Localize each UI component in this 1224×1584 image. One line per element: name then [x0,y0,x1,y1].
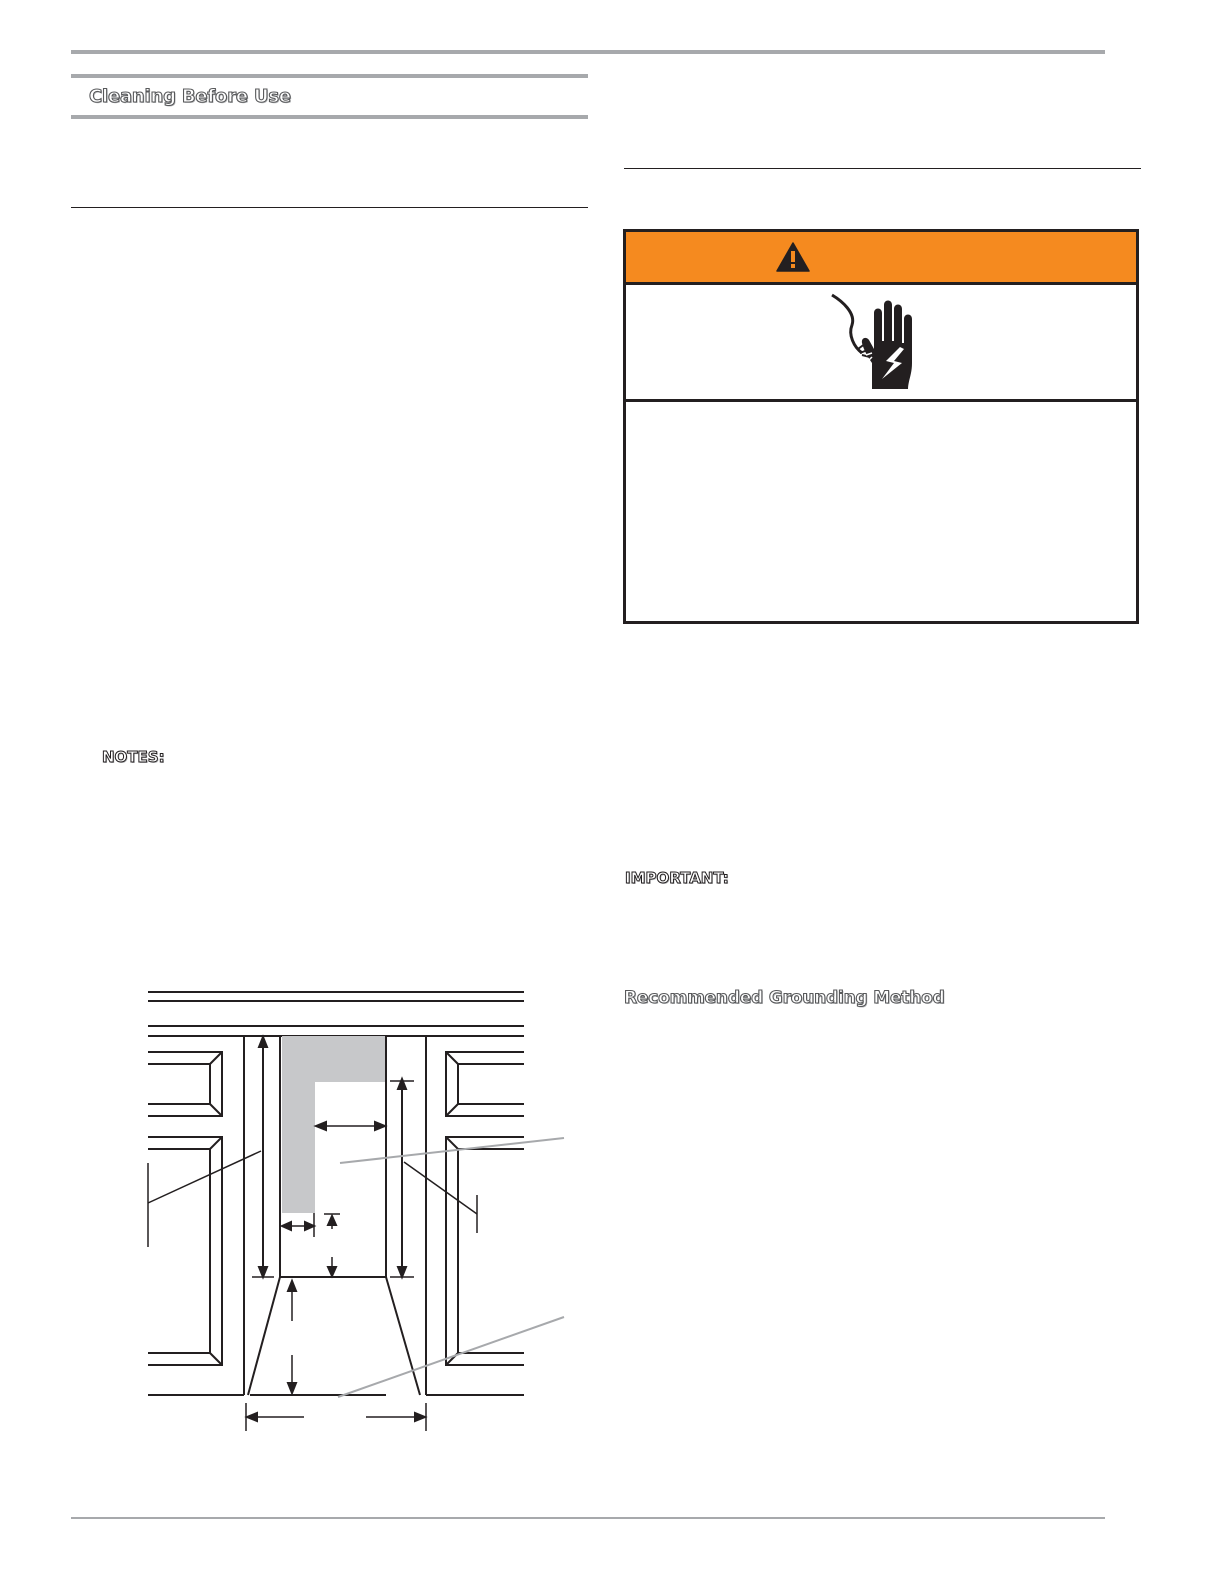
section-heading-bottom-rule [71,115,588,119]
warning-header [626,232,1136,285]
page-top-rule [71,50,1105,54]
cabinet-opening-diagram [140,985,580,1435]
page-bottom-rule [71,1517,1105,1519]
warning-box [623,229,1139,624]
important-label: IMPORTANT: [625,869,729,887]
left-column-divider [71,207,588,208]
section-heading: Cleaning Before Use [89,86,291,107]
section-heading-top-rule [71,74,588,78]
warning-icon-row [626,285,1136,402]
right-column-divider [624,168,1141,169]
shaded-area [282,1036,385,1213]
electrical-shock-hand-icon [828,291,922,393]
notes-label: NOTES: [102,748,165,766]
warning-triangle-icon [776,242,810,272]
grounding-method-subheading: Recommended Grounding Method [624,988,945,1008]
